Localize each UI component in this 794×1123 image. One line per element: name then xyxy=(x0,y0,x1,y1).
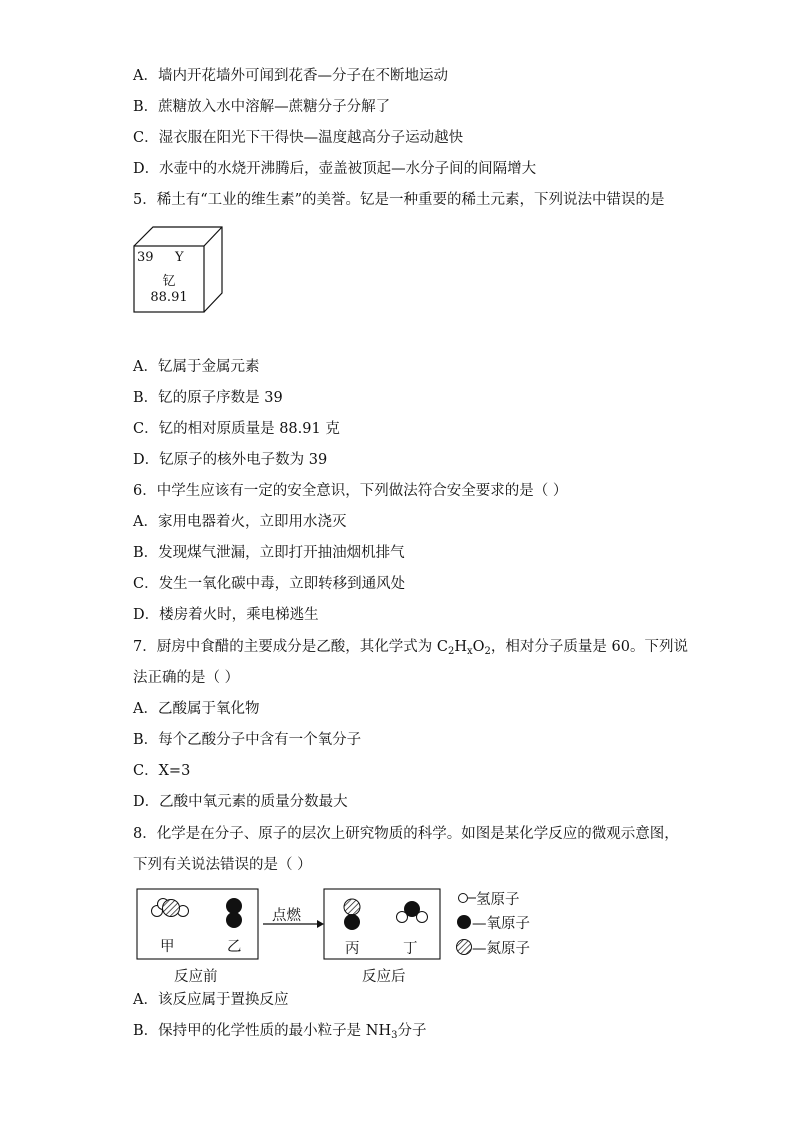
q8-option-b: B．保持甲的化学性质的最小粒子是 $NH_3$分子 xyxy=(133,1023,427,1041)
arrow-label: 点燃 xyxy=(272,908,301,924)
q4-option-d: D．水壶中的水烧开沸腾后，壶盖被顶起—水分子间的间隔增大 xyxy=(133,161,537,177)
q6-stem: 6．中学生应该有一定的安全意识，下列做法符合安全要求的是（ ） xyxy=(133,483,568,499)
q6-option-c: C．发生一氧化碳中毒，立即转移到通风处 xyxy=(133,576,406,592)
legend-nitrogen-label: —氮原子 xyxy=(472,941,530,957)
before-caption: 反应前 xyxy=(174,969,218,985)
no-molecule xyxy=(344,899,360,930)
chemical-formula: $C_2H_xO_2$ xyxy=(436,639,491,657)
h2o-molecule xyxy=(397,901,428,923)
q4-option-b: B．蔗糖放入水中溶解—蔗糖分子分解了 xyxy=(133,99,391,115)
hydrogen-legend-icon xyxy=(459,894,468,903)
q7-option-a: A．乙酸属于氧化物 xyxy=(133,701,260,717)
q7-option-b: B．每个乙酸分子中含有一个氧分子 xyxy=(133,732,362,748)
q7-stem-line1: 7．厨房中食醋的主要成分是乙酸，其化学式为 $C_2H_xO_2$，相对分子质量是 60。下列说 xyxy=(133,639,688,657)
q5-stem: 5．稀土有“工业的维生素”的美誉。钇是一种重要的稀土元素，下列说法中错误的是 xyxy=(133,192,665,208)
element-atomic-number: 39 xyxy=(137,250,154,265)
q5-option-d: D．钇原子的核外电子数为 39 xyxy=(133,452,328,468)
q6-option-b: B．发现煤气泄漏，立即打开抽油烟机排气 xyxy=(133,545,405,561)
q6-option-a: A．家用电器着火，立即用水浇灭 xyxy=(133,514,347,530)
legend-oxygen-label: —氧原子 xyxy=(472,916,530,932)
o2-molecule xyxy=(226,898,242,928)
element-card xyxy=(133,226,225,318)
q4-option-a: A．墙内开花墙外可闻到花香—分子在不断地运动 xyxy=(133,68,448,84)
q5-option-b: B．钇的原子序数是 39 xyxy=(133,390,283,406)
label-yi: 乙 xyxy=(227,939,242,955)
q7-option-d: D．乙酸中氧元素的质量分数最大 xyxy=(133,794,348,810)
q8-stem-line1: 8．化学是在分子、原子的层次上研究物质的科学。如图是某化学反应的微观示意图， xyxy=(133,826,679,842)
nh3-molecule xyxy=(152,899,189,917)
element-symbol: Y xyxy=(175,250,184,265)
oxygen-legend-icon xyxy=(457,915,471,929)
q5-option-a: A．钇属于金属元素 xyxy=(133,359,260,375)
nitrogen-legend-icon xyxy=(457,940,472,955)
after-caption: 反应后 xyxy=(362,969,406,985)
q7-option-c: C．X=3 xyxy=(133,763,191,779)
q8-option-a: A．该反应属于置换反应 xyxy=(133,992,289,1008)
label-ding: 丁 xyxy=(403,941,418,957)
reaction-diagram xyxy=(133,885,553,985)
label-jia: 甲 xyxy=(160,939,175,955)
q4-option-c: C．湿衣服在阳光下干得快—温度越高分子运动越快 xyxy=(133,130,464,146)
element-atomic-mass: 88.91 xyxy=(150,290,188,305)
label-bing: 丙 xyxy=(345,941,360,957)
q6-option-d: D．楼房着火时，乘电梯逃生 xyxy=(133,607,319,623)
legend-hydrogen: 氢原子 xyxy=(476,892,520,908)
q7-stem-line2: 法正确的是（ ） xyxy=(133,670,240,686)
element-name: 钇 xyxy=(162,274,176,289)
q8-stem-line2: 下列有关说法错误的是（ ） xyxy=(133,857,312,873)
after-box xyxy=(324,889,440,959)
q5-option-c: C．钇的相对原质量是 88.91 克 xyxy=(133,421,340,437)
